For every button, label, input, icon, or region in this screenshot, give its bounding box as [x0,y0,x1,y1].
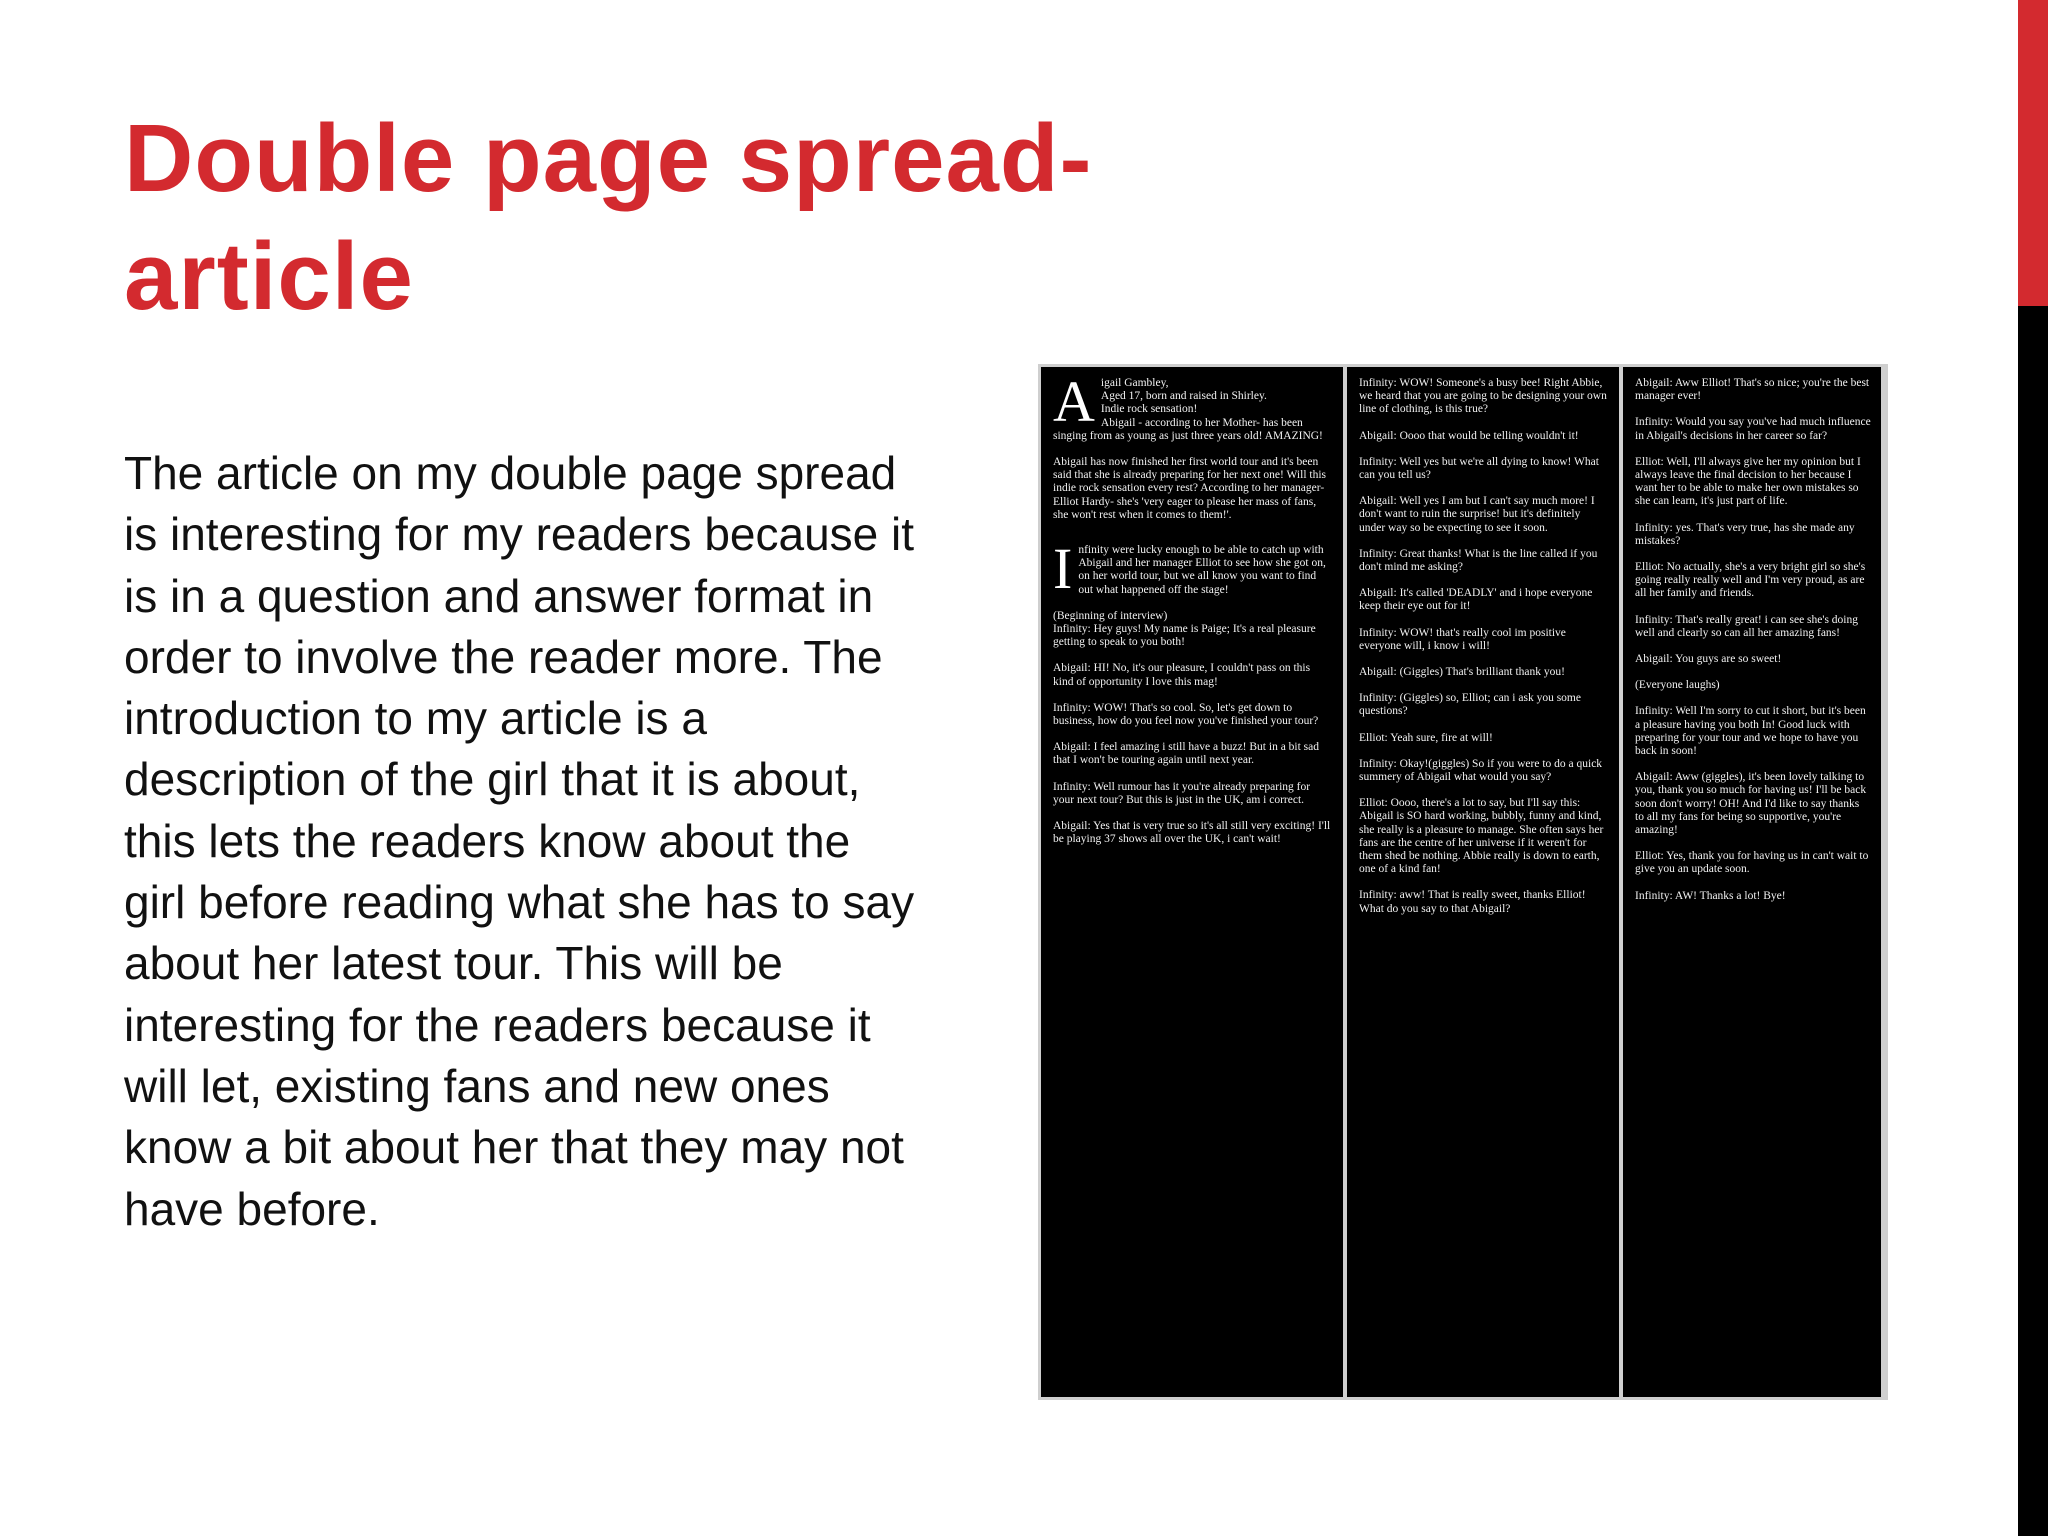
article-paragraph: Abigail: HI! No, it's our pleasure, I couldn't pass on this kind of opportunity I love this mag! [1053,662,1311,688]
article-paragraph: Infinity: Well I'm sorry to cut it short, but it's been a pleasure having you both In! Good luck with preparing for your tour and we hope to have you back in soon! [1635,705,1866,758]
article-paragraph: Infinity: yes. That's very true, has she made any mistakes? [1635,521,1855,547]
article-screenshot-image [1038,364,1888,1400]
article-paragraph: Abigail: It's called 'DEADLY' and i hope everyone keep their eye out for it! [1359,587,1593,613]
article-paragraph: Abigail: Yes that is very true so it's all still very exciting! I'll be playing 37 shows all over the UK, i can't wait! [1053,820,1331,846]
drop-cap: A [1053,369,1095,434]
article-paragraph: Abigail: Oooo that would be telling wouldn't it! [1359,429,1579,442]
article-paragraph: Abigail: Aww Elliot! That's so nice; you're the best manager ever! [1635,377,1870,403]
article-paragraph: Elliot: No actually, she's a very bright girl so she's going really really well and I'm very proud, as are all her family and friends. [1635,561,1866,600]
article-paragraph: Abigail: I feel amazing i still have a buzz! But in a bit sad that I won't be touring again until next year. [1053,741,1320,767]
article-paragraph: Infinity: WOW! Someone's a busy bee! Right Abbie, we heard that you are going to be designing your own line of clothing, is this true? [1359,377,1607,416]
article-paragraph: Abigail: You guys are so sweet! [1635,653,1782,666]
article-paragraph: Abigail: (Giggles) That's brilliant thank you! [1359,666,1565,679]
article-text: nfinity were lucky enough to be able to catch up with Abigail and her manager Elliot to see how she got on, on her world tour, but we all know you want to find out what happened off the stage! [1078,544,1326,596]
article-paragraph: Infinity: Would you say you've had much influence in Abigail's decisions in her career so far? [1635,416,1871,442]
article-paragraph: Elliot: Yeah sure, fire at will! [1359,731,1493,744]
accent-bar-red [2018,0,2048,306]
article-paragraph: Abigail has now finished her first world tour and it's been said that she is already preparing for her next one! Will this indie rock sensation every rest? According to her manager- Elliot Hardy- she's 'very eager to please her mass of fans, she won't rest when it comes to them!'. [1053,456,1327,521]
article-intro: igail Gambley, Aged 17, born and raised in Shirley. Indie rock sensation! Abigail - according to her Mother- has been singing from as young as just three years old! AMAZING! [1053,377,1323,442]
article-paragraph: Infinity: Well yes but we're all dying to know! What can you tell us? [1359,455,1599,482]
article-paragraph: Infinity: aww! That is really sweet, thanks Elliot! What do you say to that Abigail? [1359,889,1586,915]
article-paragraph: (Beginning of interview) Infinity: Hey guys! My name is Paige; It's a real pleasure getting to speak to you both! [1053,609,1316,649]
article-paragraph: Elliot: Well, I'll always give her my opinion but I always leave the final decision to her because I want her to be able to make her own mistakes so she can learn, it's just part of life. [1635,455,1861,508]
article-paragraph: Infinity: WOW! That's so cool. So, let's get down to business, how do you feel now you've finished your tour? [1053,701,1319,728]
slide-title: Double page spread- article [124,105,1093,330]
article-paragraph: Infinity: (Giggles) so, Elliot; can i ask you some questions? [1359,692,1581,718]
slide-body-text: The article on my double page spread is interesting for my readers because it is in a question and answer format in order to involve the reader more. The introduction to my article is a description of the girl that it is about, this lets the readers know about the girl before reading what she has to say about her latest tour. This will be interesting for the readers because it will let, existing fans and new ones know a bit about her that they may not have before. [124,447,915,1235]
article-column-1 [1041,367,1343,1397]
article-paragraph [1053,536,1333,602]
article-paragraph: Infinity: That's really great! i can see she's doing well and clearly so can all her amazing fans! [1635,613,1859,639]
article-paragraph: (Everyone laughs) [1635,679,1720,692]
drop-cap: I [1053,536,1073,602]
article-column-3 [1619,367,1885,1397]
article-paragraph: Infinity: Great thanks! What is the line called if you don't mind me asking? [1359,547,1598,574]
article-paragraph: Elliot: Yes, thank you for having us in can't wait to give you an update soon. [1635,850,1869,876]
article-paragraph: Abigail: Aww (giggles), it's been lovely talking to you, thank you so much for having us! I'll be back soon don't worry! OH! And I'd like to say thanks to all my fans for being so supportive, you're amazing! [1635,771,1867,837]
article-paragraph [1053,369,1333,443]
article-column-2 [1343,367,1619,1397]
article-paragraph: Infinity: Well rumour has it you're already preparing for your next tour? But this is just in the UK, am i correct. [1053,780,1311,806]
article-paragraph: Infinity: Okay!(giggles) So if you were to do a quick summery of Abigail what would you say? [1359,757,1603,784]
article-paragraph: Abigail: Well yes I am but I can't say much more! I don't want to ruin the surprise! but it's definitely under way so be expecting to see it soon. [1359,495,1595,534]
article-paragraph: Elliot: Oooo, there's a lot to say, but I'll say this: Abigail is SO hard working, bubbly, funny and kind, she really is a pleasure to manage. She often says her fans are the centre of her universe if it weren't for them shed be nothing. Abbie really is down to earth, one of a kind fan! [1359,797,1604,876]
accent-bar-black [2018,306,2048,1536]
article-paragraph: Infinity: WOW! that's really cool im positive everyone will, i know i will! [1359,626,1566,652]
article-paragraph: Infinity: AW! Thanks a lot! Bye! [1635,889,1786,902]
